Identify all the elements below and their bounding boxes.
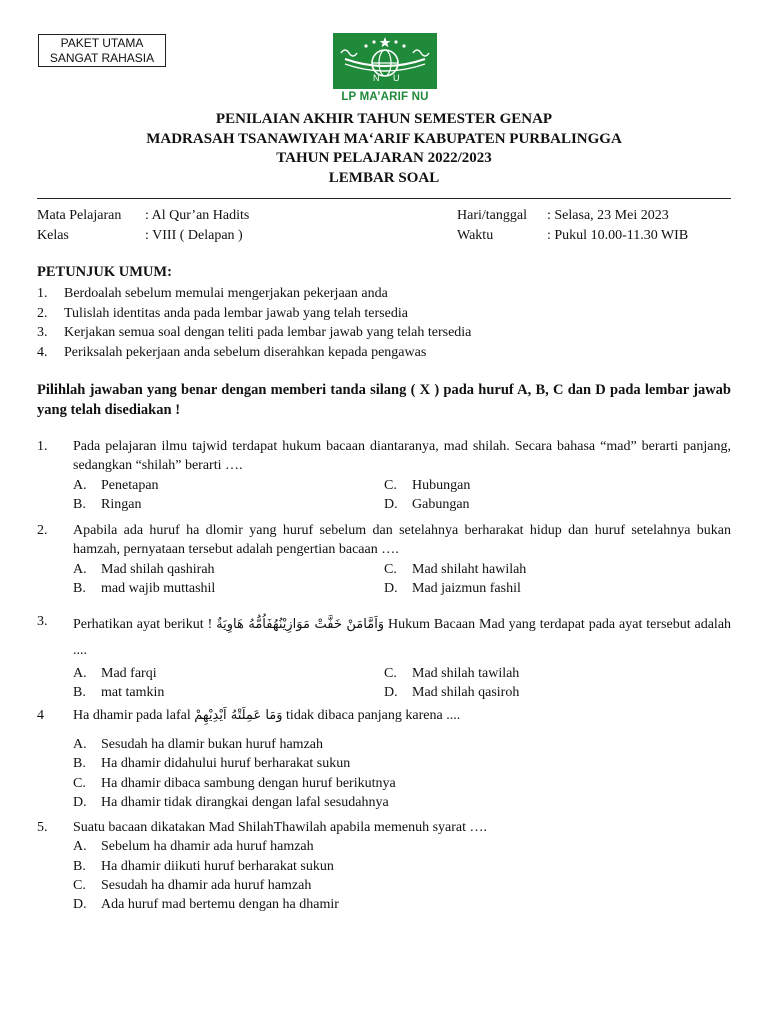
item-text: Kerjakan semua soal dengan teliti pada lembar jawab yang telah tersedia [64,325,472,340]
option-a [73,837,731,856]
info-label: Mata Pelajaran [37,208,122,223]
options-grid [73,664,731,703]
option-text: mat tamkin [101,685,165,701]
option-b [73,857,731,876]
option-d [384,495,731,514]
question-number: 5. [37,820,48,835]
item-text: Tulislah identitas anda pada lembar jawab yang telah tersedia [64,305,408,321]
list-item [37,323,471,343]
info-value: : Pukul 10.00-11.30 WIB [547,228,689,243]
option-letter: A. [73,561,87,577]
option-text: Mad shilah tawilah [412,666,520,681]
question-1 [37,437,731,514]
option-c [73,774,731,793]
option-letter: A. [73,839,87,855]
option-letter: D. [384,685,398,701]
option-letter: D. [73,897,87,913]
info-subject-row [37,206,249,226]
option-b [73,754,731,773]
option-text: Sesudah ha dlamir bukan huruf hamzah [101,737,323,752]
info-value: : Selasa, 23 Mei 2023 [547,208,669,223]
option-letter: A. [73,666,87,681]
option-letter: A. [73,477,87,493]
general-instructions-list [37,284,471,362]
option-letter: B. [73,756,86,772]
question-number: 4 [37,708,44,723]
option-text: Mad shilaht hawilah [412,561,527,577]
logo-caption: LP MA’ARIF NU [341,91,429,103]
title-line-school: MADRASAH TSANAWIYAH MA‘ARIF KABUPATEN PURBALINGGA [146,130,622,147]
package-label: PAKET UTAMA [60,36,144,50]
info-label: Hari/tanggal [457,208,527,223]
answer-instruction: Pilihlah jawaban yang benar dengan memberi tanda silang ( X ) pada huruf A, B, C dan D pada lembar jawab yang telah disediakan ! [37,382,731,418]
question-text: Suatu bacaan dikatakan Mad ShilahThawilah apabila memenuh syarat …. [73,820,488,835]
question-5 [37,818,731,914]
option-c [384,476,731,495]
lp-maarif-nu-logo [333,33,437,103]
option-text: Sesudah ha dhamir ada huruf hamzah [101,877,312,893]
question-text-continued: tidak dibaca panjang karena .... [286,708,461,723]
confidential-label: SANGAT RAHASIA [49,51,155,65]
info-label: Kelas [37,228,69,243]
option-letter: B. [73,496,86,512]
info-class-row [37,226,249,246]
title-line-year: TAHUN PELAJARAN 2022/2023 [276,150,492,166]
option-b [73,683,384,702]
option-letter: D. [384,580,398,596]
info-value: : VIII ( Delapan ) [145,228,243,243]
header-divider [37,198,731,199]
arabic-verse: وَاَمَّامَنْ خَفَّتْ مَوَازِيْنُهُفَاُمُّهُ هَاوِيَةٌ [216,617,385,632]
logo-letter-u: U [393,73,400,83]
info-time-row [457,226,688,246]
option-d [73,895,731,914]
list-item [37,304,471,324]
option-text: Ha dhamir tidak dirangkai dengan lafal sesudahnya [101,794,389,810]
question-text: Ha dhamir pada lafal [73,708,191,723]
title-line-exam: PENILAIAN AKHIR TAHUN SEMESTER GENAP [215,111,553,127]
list-item [37,343,471,363]
item-text: Berdoalah sebelum memulai mengerjakan pekerjaan anda [64,286,388,301]
option-text: Mad shilah qashirah [101,561,215,577]
question-text: Apabila ada huruf ha dlomir yang huruf sebelum dan setelahnya berharakat hidup dan huruf setelahnya bukan hamzah, pernyataan tersebut adalah pengertian bacaan …. [73,523,731,558]
option-text: Hubungan [412,477,471,493]
option-a [73,476,384,495]
option-d [73,793,731,812]
option-text: Penetapan [101,477,159,493]
exam-info-left [37,206,249,246]
option-d [384,579,731,598]
option-letter: B. [73,580,86,596]
confidential-label-box [38,34,166,67]
question-text: Pada pelajaran ilmu tajwid terdapat hukum bacaan diantaranya, mad shilah. Secara bahasa “mad” berarti panjang, sedangkan “shilah” berarti …. [73,439,731,474]
list-item [37,284,471,304]
options-grid [73,560,731,599]
option-a [73,664,384,683]
option-text: Gabungan [412,496,470,512]
question-number: 1. [37,439,48,454]
options-grid [73,476,731,515]
question-3 [37,612,731,703]
option-text: Ada huruf mad bertemu dengan ha dhamir [101,897,339,913]
item-text: Periksalah pekerjaan anda sebelum diserahkan kepada pengawas [64,344,427,360]
option-letter: C. [73,775,86,791]
option-d [384,683,731,702]
option-c [73,876,731,895]
option-letter: A. [73,737,87,752]
option-c [384,664,731,683]
option-letter: B. [73,858,86,874]
general-instructions-heading: PETUNJUK UMUM: [37,264,172,280]
option-letter: B. [73,685,86,701]
option-letter: C. [384,477,397,493]
info-label: Waktu [457,228,494,243]
option-letter: C. [73,877,86,893]
item-number: 2. [37,305,48,321]
option-text: Ha dhamir dibaca sambung dengan huruf berikutnya [101,775,396,791]
question-number: 3. [37,614,48,629]
nu-emblem-icon [333,33,437,89]
document-title [0,110,768,188]
item-number: 3. [37,325,48,340]
option-c [384,560,731,579]
options-list [73,837,731,914]
arabic-verse: وَمَا عَمِلَتْهُ اَيْدِيْهِمْ [194,708,283,723]
option-a [73,735,731,754]
title-line-sheet: LEMBAR SOAL [328,169,440,186]
option-text: Ha dhamir didahului huruf berharakat sukun [101,756,351,772]
option-text: Ha dhamir diikuti huruf berharakat sukun [101,858,334,874]
exam-info-right [457,206,688,246]
item-number: 1. [37,286,48,301]
question-2 [37,521,731,598]
option-a [73,560,384,579]
option-b [73,579,384,598]
info-date-row [457,206,688,226]
question-text-continued: Hukum Bacaan Mad yang terdapat pada ayat tersebut adalah .... [73,617,732,658]
option-text: mad wajib muttashil [101,580,216,596]
options-list [73,735,731,812]
logo-letter-n: N [373,73,380,83]
option-letter: C. [384,561,397,577]
option-text: Mad jaizmun fashil [412,580,521,596]
option-text: Sebelum ha dhamir ada huruf hamzah [101,839,314,855]
question-number: 2. [37,523,48,538]
info-value: : Al Qur’an Hadits [145,208,250,223]
option-text: Mad farqi [101,666,157,681]
option-letter: D. [384,496,398,512]
option-text: Ringan [101,496,142,512]
item-number: 4. [37,344,48,360]
option-b [73,495,384,514]
option-text: Mad shilah qasiroh [412,685,520,701]
option-letter: C. [384,666,397,681]
option-letter: D. [73,794,87,810]
question-4 [37,705,731,812]
question-text: Perhatikan ayat berikut ! [73,617,213,632]
